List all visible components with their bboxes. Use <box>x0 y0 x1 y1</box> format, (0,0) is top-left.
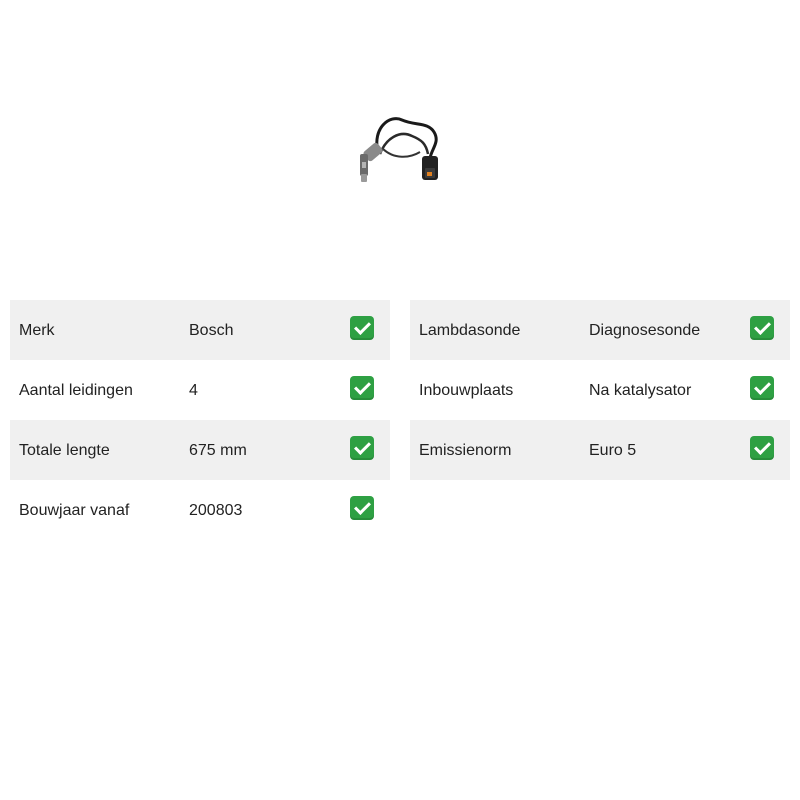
check-mark-icon <box>750 316 774 340</box>
spec-label: Inbouwplaats <box>419 382 514 399</box>
check-mark-icon <box>350 436 374 460</box>
check-mark-icon <box>350 496 374 520</box>
spec-row-inbouwplaats <box>410 360 790 420</box>
spec-row-aantal-leidingen <box>10 360 390 420</box>
spec-value: 200803 <box>189 502 243 519</box>
spec-label: Bouwjaar vanaf <box>19 502 130 519</box>
check-mark-icon <box>350 376 374 400</box>
spec-value: 4 <box>189 382 198 399</box>
oxygen-sensor-icon <box>350 108 450 192</box>
spec-label: Lambdasonde <box>419 322 521 339</box>
spec-table-right <box>410 300 790 480</box>
check-mark-icon <box>750 436 774 460</box>
spec-table-left <box>10 300 390 540</box>
spec-row-lambdasonde <box>410 300 790 360</box>
spec-value: Diagnosesonde <box>589 322 701 339</box>
spec-row-emissienorm <box>410 420 790 480</box>
spec-value: Bosch <box>189 322 234 339</box>
spec-value: Euro 5 <box>589 442 637 459</box>
check-mark-icon <box>750 376 774 400</box>
spec-row-merk <box>10 300 390 360</box>
spec-label: Totale lengte <box>19 442 110 459</box>
check-mark-icon <box>350 316 374 340</box>
spec-row-bouwjaar-vanaf <box>10 480 390 540</box>
spec-label: Aantal leidingen <box>19 382 133 399</box>
spec-value: 675 mm <box>189 442 247 459</box>
spec-label: Merk <box>19 322 55 339</box>
spec-label: Emissienorm <box>419 442 512 459</box>
spec-row-totale-lengte <box>10 420 390 480</box>
spec-value: Na katalysator <box>589 382 692 399</box>
